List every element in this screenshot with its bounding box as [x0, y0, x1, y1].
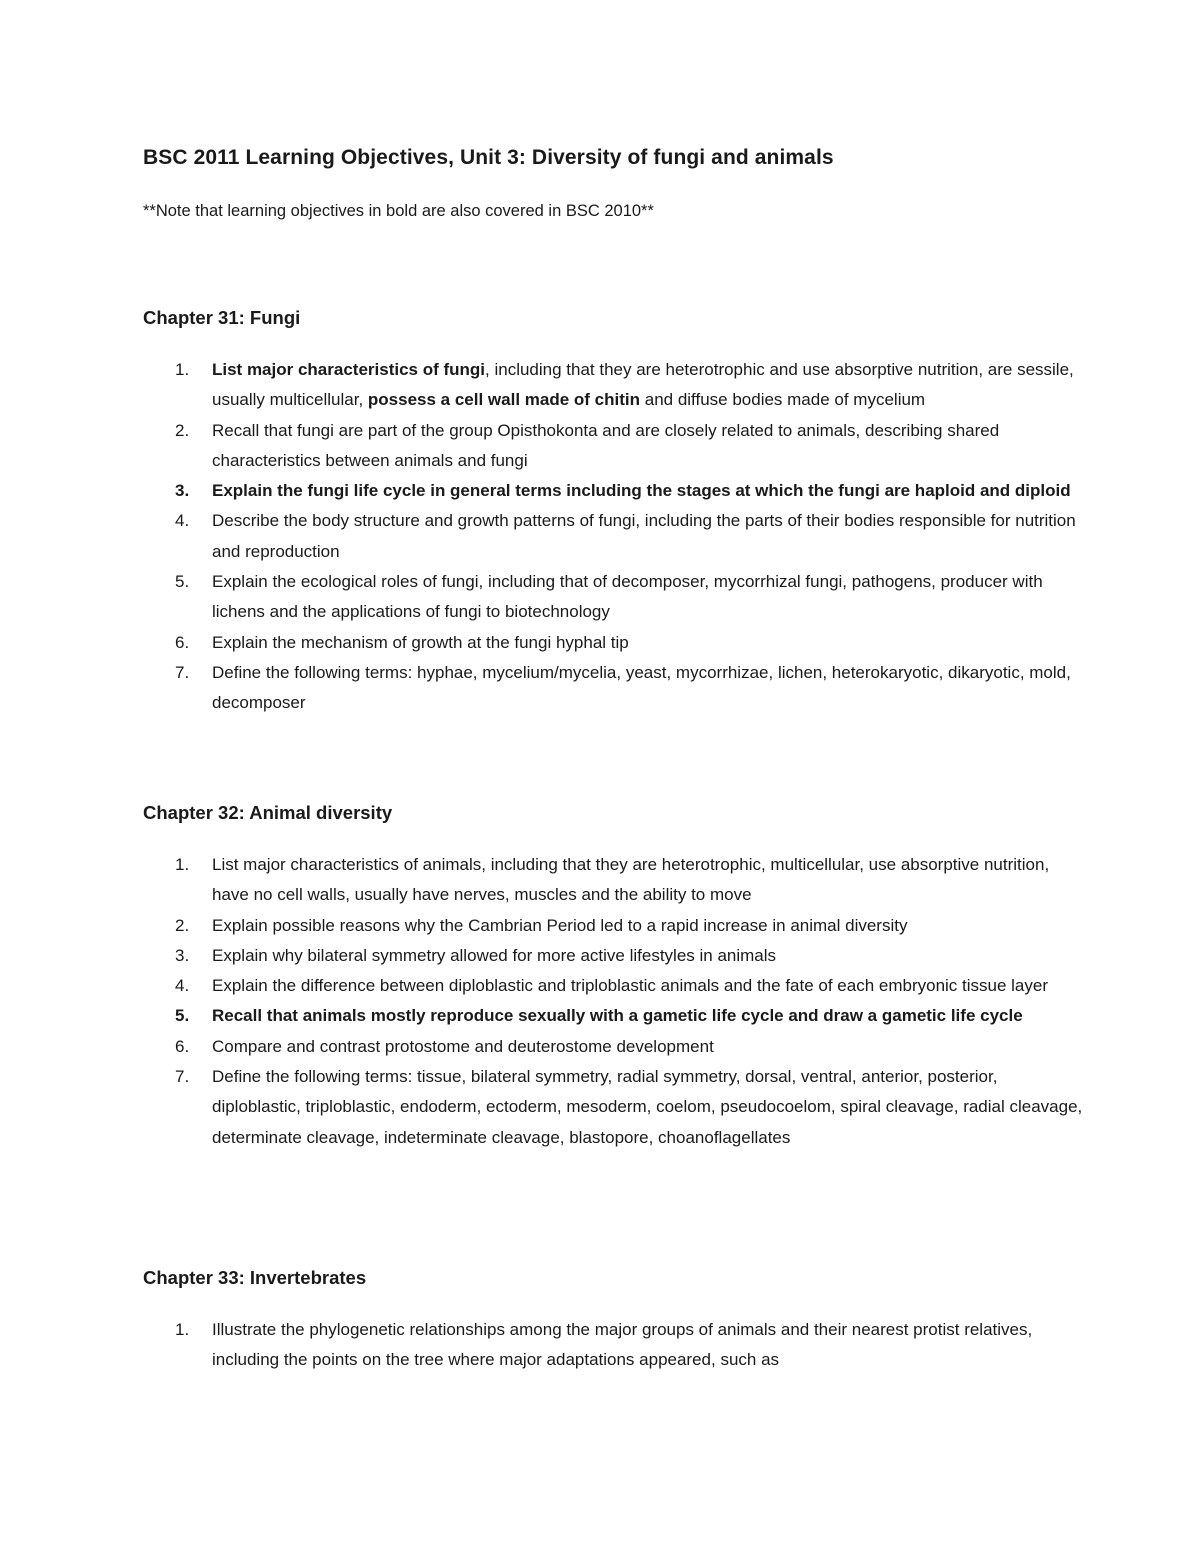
objective-item [143, 476, 1083, 506]
objective-number: 7. [175, 662, 190, 682]
chapter-31-fungi [143, 303, 1083, 719]
objective-number: 7. [175, 1067, 190, 1087]
objective-text: Define the following terms: hyphae, mycelium/mycelia, yeast, mycorrhizae, lichen, heterokaryotic, dikaryotic, mold, decomposer [212, 662, 1071, 713]
objective-text: Recall that fungi are part of the group Opisthokonta and are closely related to animals, describing shared characteristics between animals and fungi [212, 420, 1000, 470]
objective-number: 2. [175, 420, 190, 440]
objective-item [143, 1062, 1083, 1153]
objective-list [143, 355, 1083, 719]
objective-number: 5. [175, 572, 190, 592]
objective-number: 2. [175, 915, 190, 935]
objective-item [143, 1001, 1083, 1031]
objective-text: Explain possible reasons why the Cambrian Period led to a rapid increase in animal diversity [212, 915, 908, 935]
objective-item [143, 971, 1083, 1001]
objective-text: Describe the body structure and growth patterns of fungi, including the parts of their bodies responsible for nutrition and reproduction [212, 511, 1076, 561]
objective-text: Explain the mechanism of growth at the fungi hyphal tip [212, 632, 629, 652]
objective-list [143, 850, 1083, 1153]
objective-text-bold: possess a cell wall made of chitin [367, 390, 641, 410]
document-title: BSC 2011 Learning Objectives, Unit 3: Diversity of fungi and animals [143, 146, 834, 169]
objective-number: 6. [175, 632, 190, 652]
objective-number: 3. [175, 945, 190, 965]
objective-number: 4. [175, 976, 190, 996]
objective-item [143, 911, 1083, 941]
objective-item [143, 567, 1083, 628]
objective-text: Explain why bilateral symmetry allowed for more active lifestyles in animals [212, 945, 777, 965]
objective-number: 1. [175, 1320, 190, 1339]
objective-text: Illustrate the phylogenetic relationships among the major groups of animals and their nearest protist relatives, including the points on the tree where major adaptations appeared, such as [212, 1320, 1033, 1370]
objective-text-bold: Explain the fungi life cycle in general terms including the stages at which the fungi are haploid and diploid [212, 481, 1071, 501]
chapter-heading: Chapter 31: Fungi [143, 307, 301, 328]
objective-number: 4. [175, 511, 190, 531]
objective-text: and diffuse bodies made of mycelium [640, 390, 926, 410]
objective-item [143, 355, 1083, 416]
objective-item [143, 416, 1083, 477]
objective-text: List major characteristics of animals, including that they are heterotrophic, multicellular, use absorptive nutrition, have no cell walls, usually have nerves, muscles and the ability to move [212, 855, 1050, 905]
bold-note: **Note that learning objectives in bold are also covered in BSC 2010** [143, 202, 654, 220]
objective-number: 3. [175, 481, 190, 501]
objective-number: 1. [175, 855, 190, 874]
objective-text: Compare and contrast protostome and deuterostome development [212, 1036, 714, 1056]
objective-text: , including that they are heterotrophic and use absorptive nutrition, are sessile, usually multicellular, [212, 360, 1074, 410]
objective-list [143, 1315, 1083, 1376]
objective-item [143, 850, 1083, 911]
chapter-heading: Chapter 33: Invertebrates [143, 1267, 367, 1288]
objective-text: Explain the ecological roles of fungi, including that of decomposer, mycorrhizal fungi, pathogens, producer with lichens and the applications of fungi to biotechnology [212, 572, 1043, 622]
objective-item [143, 506, 1083, 567]
objective-item [143, 658, 1083, 719]
chapter-33-invertebrates [143, 1263, 1083, 1376]
objective-text: Explain the difference between diploblastic and triploblastic animals and the fate of each embryonic tissue layer [212, 976, 1049, 996]
objective-number: 5. [175, 1006, 190, 1026]
objective-number: 6. [175, 1036, 190, 1056]
objective-item [143, 941, 1083, 971]
objective-text-bold: Recall that animals mostly reproduce sexually with a gametic life cycle and draw a gametic life cycle [212, 1006, 1023, 1026]
objective-text: Define the following terms: tissue, bilateral symmetry, radial symmetry, dorsal, ventral, anterior, posterior, diploblastic, triploblastic, endoderm, ectoderm, mesoderm, coelom, pseudocoelom, spiral cleavage, radial cleavage, determinate cleavage, indeterminate cleavage, blastopore, choanoflagellates [212, 1067, 1083, 1147]
objective-item [143, 628, 1083, 658]
chapter-32-animal-diversity [143, 798, 1083, 1153]
objective-item [143, 1315, 1083, 1376]
objective-number: 1. [175, 360, 190, 379]
objective-item [143, 1032, 1083, 1062]
objective-text-bold: List major characteristics of fungi [212, 360, 486, 379]
chapter-heading: Chapter 32: Animal diversity [143, 802, 393, 823]
